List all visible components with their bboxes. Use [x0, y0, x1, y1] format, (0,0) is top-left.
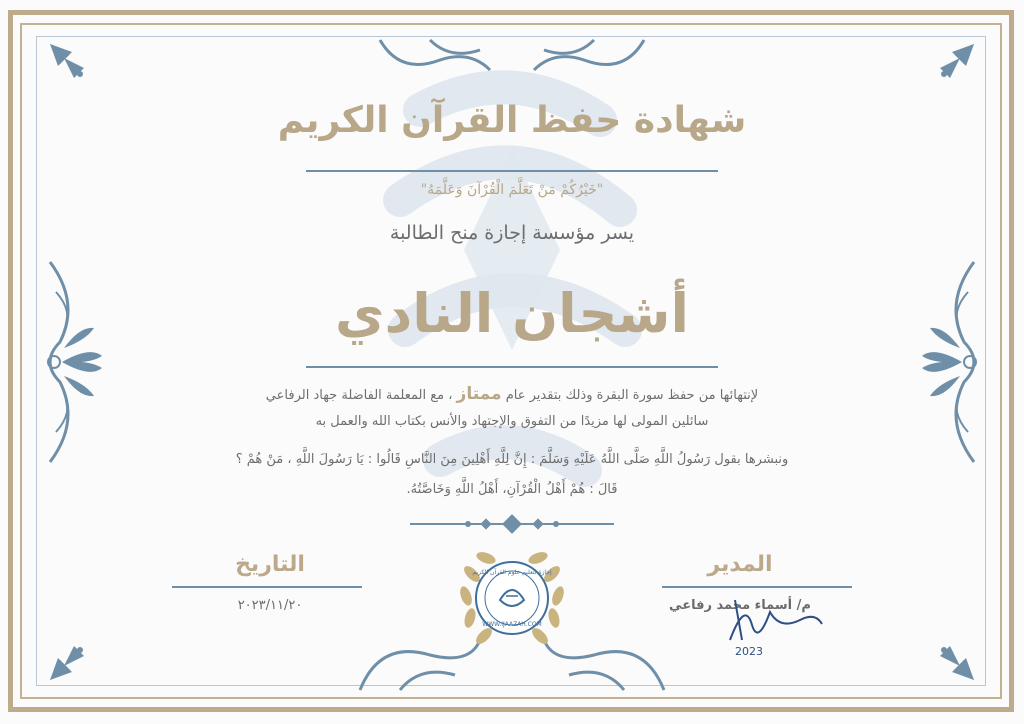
director-label: المدير — [707, 552, 773, 577]
body-line-3: ونبشرها بقول رَسُولُ اللَّهِ صَلَّى اللَّهُ عَلَيْهِ وَسَلَّمَ : إِنَّ لِلَّهِ أَهْلِينَ مِنَ النَّاسِ قَالُوا : يَا رَسُولَ اللَّهِ ، مَنْ هُمْ ؟ — [235, 452, 789, 467]
grade-value: ممتاز — [456, 384, 502, 404]
body-line-1-prefix: لإنتهائها من حفظ سورة البقرة وذلك بتقدير عام — [505, 388, 759, 403]
signature-year: 2023 — [735, 645, 763, 658]
seal-url: WWW.IJAAZAH.COM — [482, 621, 542, 628]
body-line-1-suffix: ، مع المعلمة الفاضلة جهاد الرفاعي — [265, 388, 453, 403]
certificate-title: شهادة حفظ القرآن الكريم — [277, 100, 747, 141]
body-line-2: سائلين المولى لها مزيدًا من التفوق والإجتهاد والأنس بكتاب الله والعمل به — [315, 414, 709, 429]
body-line-4: قَالَ : هُمْ أَهْلُ الْقُرْآنِ، أَهْلُ اللَّهِ وَخَاصَّتُهُ. — [406, 482, 618, 497]
intro-text: يسر مؤسسة إجازة منح الطالبة — [389, 222, 635, 244]
hadith-quote: "خَيْرُكُمْ مَنْ تَعَلَّمَ الْقُرْآنَ وَعَلَّمَهُ" — [420, 182, 604, 198]
date-value: ٢٠٢٣/١١/٢٠ — [237, 598, 303, 613]
director-name: م/ أسماء محمد رفاعي — [669, 598, 811, 613]
date-label: التاريخ — [235, 552, 305, 577]
student-name: أشجان النادي — [334, 282, 689, 345]
seal-text: إجازة لتعليم علوم القرآن الكريم — [472, 569, 552, 576]
